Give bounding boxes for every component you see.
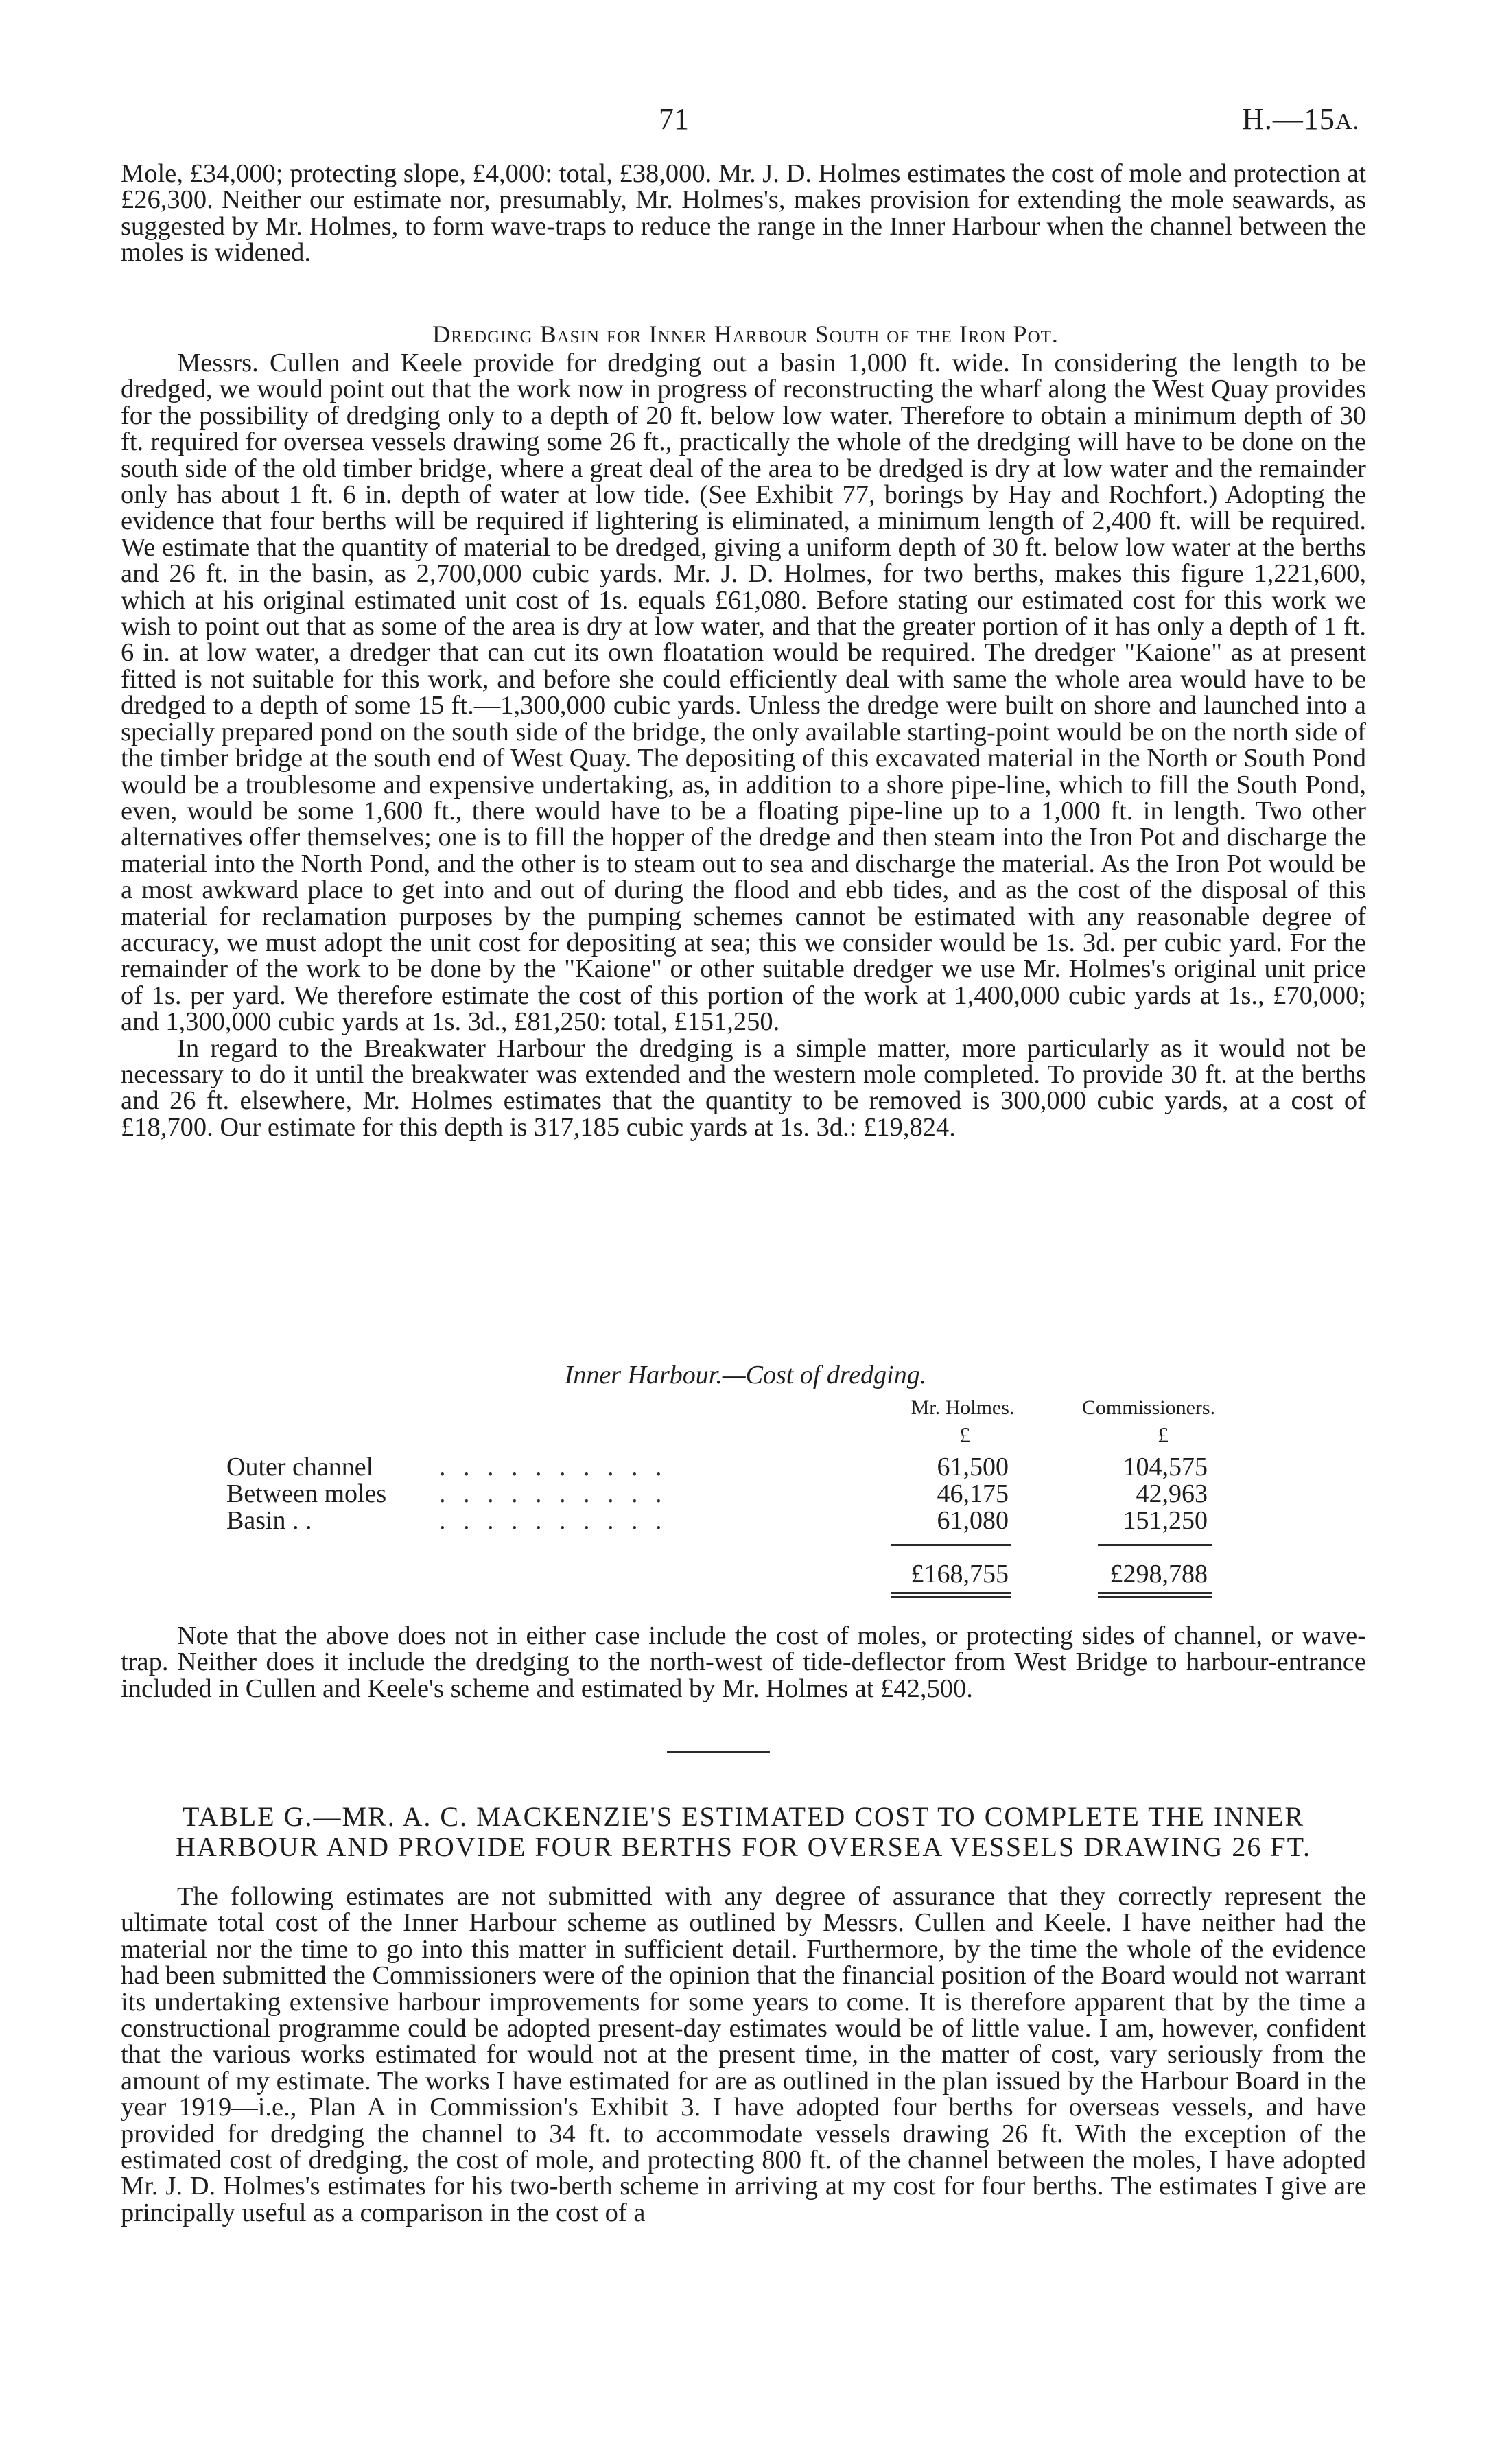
note-block (121, 1623, 1366, 1702)
intro-block (121, 161, 1366, 266)
table-g-block (121, 1884, 1366, 2226)
holmes-value: 61,500 (937, 1453, 1009, 1481)
document-reference (1242, 102, 1359, 137)
document-reference-main: H.—15 (1242, 102, 1335, 136)
subtotal-rule-commissioners (1098, 1544, 1212, 1546)
table-row (0, 1452, 1491, 1481)
intro-paragraph: Mole, £34,000; protecting slope, £4,000: total, £38,000. Mr. J. D. Holmes estimates the cost of mole and protection at £26,300. Neither our estimate nor, presumably, Mr. Holmes's, makes provision for extending the mole seawards, as suggested by Mr. Holmes, to form wave-traps to reduce the range in the Inner Harbour when the channel between the moles is widened. (121, 159, 1366, 268)
section-divider (667, 1751, 770, 1753)
dredging-paragraph-2: In regard to the Breakwater Harbour the dredging is a simple matter, more particularly as it would not be necessary to do it until the breakwater was extended and the western mole completed. To provide 30 ft. at the berths and 26 ft. elsewhere, Mr. Holmes estimates that the quantity to be removed is 300,000 cubic yards, at a cost of £18,700. Our estimate for this depth is 317,185 cubic yards at 1s. 3d.: £19,824. (121, 1033, 1366, 1142)
column-header-holmes: Mr. Holmes. (911, 1396, 1015, 1419)
unit-symbol-commissioners: £ (1158, 1422, 1169, 1447)
row-label: Between moles (226, 1479, 387, 1508)
note-paragraph: Note that the above does not in either case include the cost of moles, or protecting sides of channel, or wave-trap. Neither does it include the dredging to the north-west of tide-deflector from West Bridge to harbour-entrance included in Cullen and Keele's scheme and estimated by Mr. Holmes at £42,500. (121, 1621, 1366, 1703)
table-g-paragraph: The following estimates are not submitted with any degree of assurance that they correctly represent the ultimate total cost of the Inner Harbour scheme as outlined by Messrs. Cullen and Keele. I have neither had the material nor the time to go into this matter in sufficient detail. Furthermore, by the time the whole of the evidence had been submitted the Commissioners were of the opinion that the financial position of the Board would not warrant its undertaking extensive harbour improvements for some years to come. It is therefore apparent that by the time a constructional programme could be adopted present-day estimates would be of little value. I am, however, confident that the various works estimated for would not at the present time, in the matter of cost, vary seriously from the amount of my estimate. The works I have estimated for are as outlined in the plan issued by the Harbour Board in the year 1919—i.e., Plan A in Commission's Exhibit 3. I have adopted four berths for overseas vessels, and have provided for dredging the channel to 34 ft. to accommodate vessels drawing 26 ft. With the exception of the estimated cost of dredging, the cost of mole, and protecting 800 ft. of the channel between the moles, I have adopted Mr. J. D. Holmes's estimates for his two-berth scheme in arriving at my cost for four berths. The estimates I give are principally useful as a comparison in the cost of a (121, 1882, 1366, 2227)
commissioners-value: 42,963 (1136, 1479, 1208, 1508)
total-double-rule-commissioners (1098, 1592, 1212, 1598)
row-label: Basin . . (226, 1506, 312, 1535)
cost-table-caption: Inner Harbour.—Cost of dredging. (564, 1361, 927, 1389)
commissioners-value: 151,250 (1123, 1506, 1208, 1535)
leader-dots: . . . . . . . . . . (439, 1506, 668, 1535)
total-holmes: £168,755 (911, 1560, 1009, 1588)
commissioners-value: 104,575 (1123, 1453, 1208, 1481)
row-label: Outer channel (226, 1453, 374, 1481)
subtotal-rule-holmes (891, 1544, 1011, 1546)
total-commissioners: £298,788 (1110, 1560, 1208, 1588)
holmes-value: 61,080 (937, 1506, 1009, 1535)
leader-dots: . . . . . . . . . . (439, 1453, 668, 1481)
column-header-commissioners: Commissioners. (1081, 1396, 1216, 1419)
table-g-title: TABLE G.—MR. A. C. MACKENZIE'S ESTIMATED COST TO COMPLETE THE INNER HARBOUR AND PROVIDE FOUR BERTHS FOR OVERSEA VESSELS DRAWING 26 FT. (175, 1801, 1312, 1862)
table-row (0, 1505, 1491, 1535)
total-double-rule-holmes (891, 1592, 1011, 1598)
page-number: 71 (659, 102, 689, 136)
page-header (0, 102, 1491, 150)
table-row (0, 1479, 1491, 1508)
dredging-paragraph-1: Messrs. Cullen and Keele provide for dredging out a basin 1,000 ft. wide. In considering the length to be dredged, we would point out that the work now in progress of reconstructing the wharf along the West Quay provides for the possibility of dredging only to a depth of 20 ft. below low water. Therefore to obtain a minimum depth of 30 ft. required for oversea vessels drawing some 26 ft., practically the whole of the dredging will have to be done on the south side of the old timber bridge, where a great deal of the area to be dredged is dry at low water and the remainder only has about 1 ft. 6 in. depth of water at low tide. (See Exhibit 77, borings by Hay and Rochfort.) Adopting the evidence that four berths will be required if lightering is eliminated, a minimum length of 2,400 ft. will be required. We estimate that the quantity of material to be dredged, giving a uniform depth of 30 ft. below low water at the berths and 26 ft. in the basin, as 2,700,000 cubic yards. Mr. J. D. Holmes, for two berths, makes this figure 1,221,600, which at his original estimated unit cost of 1s. equals £61,080. Before stating our estimated cost for this work we wish to point out that as some of the area is dry at low water, and that the greater portion of it has only a depth of 1 ft. 6 in. at low water, a dredger that can cut its own floatation would be required. The dredger "Kaione" as at present fitted is not suitable for this work, and before she could efficiently deal with same the whole area would have to be dredged to a depth of some 15 ft.—1,300,000 cubic yards. Unless the dredge were built on shore and launched into a specially prepared pond on the south side of the bridge, the only available starting-point would be on the north side of the timber bridge at the south end of West Quay. The depositing of this excavated material in the North or South Pond would be a troublesome and expensive undertaking, as, in addition to a shore pipe-line, which to fill the South Pond, even, would be some 1,600 ft., there would have to be a floating pipe-line up to a 1,000 ft. in length. Two other alternatives offer themselves; one is to fill the hopper of the dredge and then steam into the Iron Pot and discharge the material into the North Pond, and the other is to steam out to sea and discharge the material. As the Iron Pot would be a most awkward place to get into and out of during the flood and ebb tides, and as the cost of the disposal of this material for reclamation purposes by the pumping schemes cannot be estimated with any reasonable degree of accuracy, we must adopt the unit cost for depositing at sea; this we consider would be 1s. 3d. per cubic yard. For the remainder of the work to be done by the "Kaione" or other suitable dredger we use Mr. Holmes's original unit price of 1s. per yard. We therefore estimate the cost of this portion of the work at 1,400,000 cubic yards at 1s., £70,000; and 1,300,000 cubic yards at 1s. 3d., £81,250: total, £151,250. (121, 349, 1366, 1037)
unit-symbol-holmes: £ (959, 1422, 970, 1447)
holmes-value: 46,175 (937, 1479, 1009, 1508)
section-heading: Dredging Basin for Inner Harbour South of the Iron Pot. (432, 320, 1059, 348)
leader-dots: . . . . . . . . . . (439, 1479, 668, 1508)
document-reference-suffix: A. (1335, 109, 1359, 134)
dredging-block (121, 350, 1366, 1140)
